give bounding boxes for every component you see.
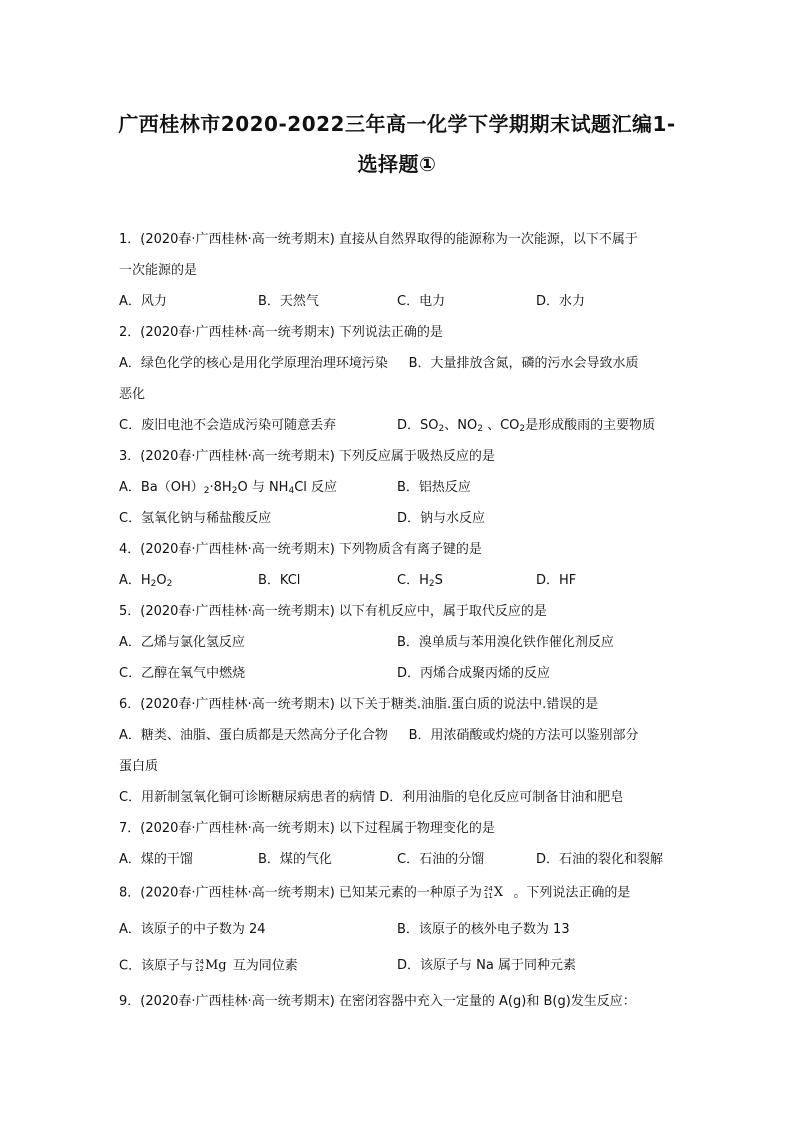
question-3-stem: 3．(2020春·广西桂林·高一统考期末) 下列反应属于吸热反应的是 (119, 449, 495, 464)
question-3-option-c: C．氢氧化钠与稀盐酸反应 (119, 511, 272, 526)
question-1-option-d: D．水力 (536, 294, 586, 309)
question-6-option-b-cont: 蛋白质 (119, 759, 159, 774)
question-2-option-c: C．废旧电池不会造成污染可随意丢弃 (119, 418, 337, 433)
question-4-options (119, 565, 679, 596)
question-4-option-a: A．$H_2O_2$ (119, 573, 173, 589)
question-7-option-a: A．煤的干馏 (119, 852, 193, 867)
question-8-option-b: B．该原子的核外电子数为 13 (397, 921, 570, 937)
question-4-stem: 4．(2020春·广西桂林·高一统考期末) 下列物质含有离子键的是 (119, 542, 482, 557)
question-2-option-a: A．绿色化学的核心是用化学原理治理环境污染 (119, 356, 388, 371)
question-5-option-b: B．溴单质与苯用溴化铁作催化剂反应 (397, 635, 614, 650)
question-5-options-ab (119, 627, 679, 658)
question-7-option-c: C．石油的分馏 (397, 852, 485, 867)
question-8-options-cd (119, 948, 679, 985)
question-1-option-c: C．电力 (397, 294, 446, 309)
question-5-option-a: A．乙烯与氯化氢反应 (119, 635, 245, 650)
question-4-option-c: C．$H_2S$ (397, 573, 443, 589)
question-2-options-cd (119, 410, 679, 441)
document-title-line-1: 广西桂林市2020-2022三年高一化学下学期期末试题汇编1- (118, 112, 676, 136)
question-6-stem: 6．(2020春·广西桂林·高一统考期末) 以下关于糖类.油脂.蛋白质的说法中.错误的是 (119, 697, 599, 712)
question-3-options-ab (119, 472, 679, 503)
question-8-option-d: D．该原子与 Na 属于同种元素 (397, 957, 576, 973)
question-6-options-cd (119, 782, 679, 813)
question-6-options-ab (119, 720, 679, 751)
question-8-options-ab (119, 912, 679, 948)
question-5-option-c: C．乙醇在氧气中燃烧 (119, 666, 246, 681)
question-7-stem: 7．(2020春·广西桂林·高一统考期末) 以下过程属于物理变化的是 (119, 821, 495, 836)
question-5-options-cd (119, 658, 679, 689)
question-8-option-a: A．该原子的中子数为 24 (119, 921, 266, 937)
question-4-option-b: B．KCl (258, 573, 301, 588)
question-7-options (119, 844, 679, 875)
question-1-option-b: B．天然气 (258, 294, 319, 309)
question-5-stem: 5．(2020春·广西桂林·高一统考期末) 以下有机反应中，属于取代反应的是 (119, 604, 547, 619)
question-3-options-cd (119, 503, 679, 534)
question-7-option-d: D．石油的裂化和裂解 (536, 852, 664, 867)
question-1-stem: 1．(2020春·广西桂林·高一统考期末) 直接从自然界取得的能源称为一次能源，以下不属于 (119, 232, 638, 247)
question-1-stem-cont: 一次能源的是 (119, 263, 198, 278)
question-6-option-b: B．用浓硝酸或灼烧的方法可以鉴别部分 (408, 728, 639, 743)
question-9-stem: 9．(2020春·广西桂林·高一统考期末) 在密闭容器中充入一定量的 A(g)和 B(g)发生反应： (119, 994, 636, 1009)
question-7-option-b: B．煤的气化 (258, 852, 332, 867)
question-2-stem: 2．(2020春·广西桂林·高一统考期末) 下列说法正确的是 (119, 325, 443, 340)
question-6-option-d: D．利用油脂的皂化反应可制备甘油和肥皂 (379, 790, 624, 805)
question-2-option-d: D．$SO_2$、$NO_2$ 、$CO_2$是形成酸雨的主要物质 (397, 418, 656, 434)
nuclide-x-symbol: 24 11 X (483, 885, 504, 900)
document-title-line-2: 选择题① (357, 152, 437, 176)
question-8-stem: 8．(2020春·广西桂林·高一统考期末) 已知某元素的一种原子为 24 11 X 。下列说法正确的是 (119, 875, 679, 912)
question-list (119, 224, 679, 1020)
question-2-option-b-cont: 恶化 (119, 387, 146, 402)
question-1-options (119, 286, 679, 317)
question-5-option-d: D．丙烯合成聚丙烯的反应 (397, 666, 551, 681)
question-3-option-b: B．铝热反应 (397, 480, 471, 495)
question-2-options-ab (119, 348, 679, 379)
question-3-option-a: A．$Ba(OH)_2\cdot 8H_2O$ 与 $NH_4Cl$ 反应 (119, 480, 338, 496)
question-6-option-c: C．用新制氢氧化铜可诊断糖尿病患者的病情 (119, 790, 376, 805)
question-4-option-d: D．HF (536, 573, 577, 588)
question-2-option-b: B．大量排放含氮，磷的污水会导致水质 (408, 356, 639, 371)
question-1-option-a: A．风力 (119, 294, 167, 309)
question-6-option-a: A．糖类、油脂、蛋白质都是天然高分子化合物 (119, 728, 388, 743)
question-3-option-d: D．钠与水反应 (397, 511, 486, 526)
question-8-option-c: C．该原子与 24 12 Mg 互为同位素 (119, 948, 397, 985)
nuclide-mg-symbol: 24 12 Mg (195, 957, 227, 973)
